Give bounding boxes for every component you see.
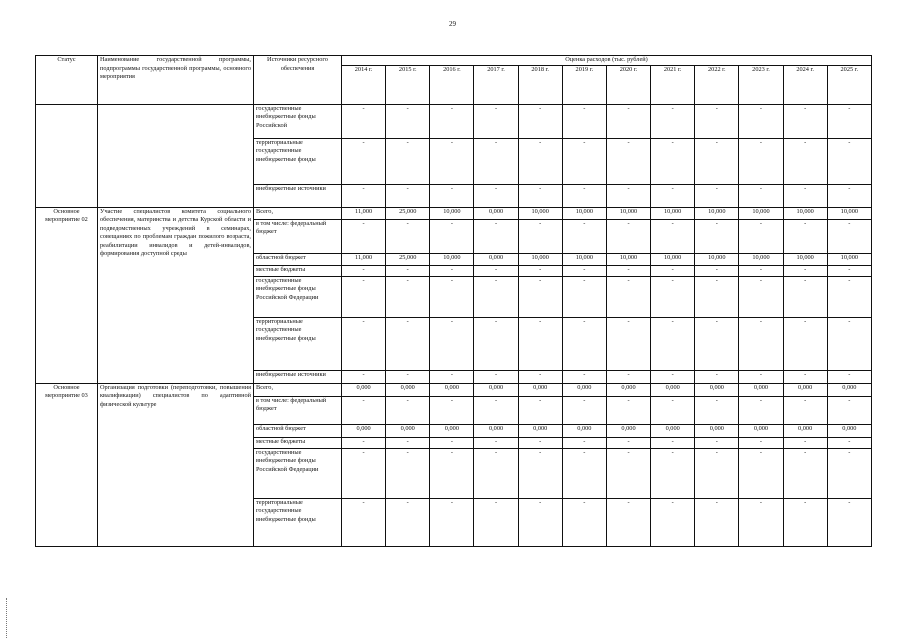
source-cell: территориальные государственные внебюджетные фонды xyxy=(254,138,342,184)
value-cell: - xyxy=(783,276,827,317)
value-cell: - xyxy=(430,219,474,253)
value-cell: - xyxy=(739,498,783,546)
value-cell: 10,000 xyxy=(695,207,739,219)
value-cell: - xyxy=(783,317,827,370)
value-cell: - xyxy=(562,437,606,448)
value-cell: 0,000 xyxy=(342,383,386,396)
value-cell: - xyxy=(827,448,871,498)
value-cell: - xyxy=(562,396,606,424)
value-cell: - xyxy=(651,104,695,138)
value-cell: - xyxy=(342,370,386,383)
value-cell: 11,000 xyxy=(342,253,386,265)
value-cell: - xyxy=(739,138,783,184)
value-cell: - xyxy=(474,448,518,498)
value-cell: - xyxy=(430,104,474,138)
value-cell: 25,000 xyxy=(386,253,430,265)
value-cell: - xyxy=(342,437,386,448)
program-name-cell: Организация подготовки (переподготовки, повышения квалификации) специалистов по адаптивной физической культуре xyxy=(98,383,254,546)
year-header: 2025 г. xyxy=(827,65,871,104)
value-cell: 0,000 xyxy=(474,424,518,437)
value-cell: - xyxy=(430,276,474,317)
value-cell: - xyxy=(342,219,386,253)
value-cell: - xyxy=(518,448,562,498)
value-cell: - xyxy=(783,437,827,448)
value-cell: - xyxy=(430,138,474,184)
source-cell: Всего, xyxy=(254,207,342,219)
value-cell: 0,000 xyxy=(518,383,562,396)
value-cell: 10,000 xyxy=(562,253,606,265)
value-cell: - xyxy=(739,184,783,207)
value-cell: - xyxy=(739,370,783,383)
value-cell: 0,000 xyxy=(651,424,695,437)
value-cell: 0,000 xyxy=(474,207,518,219)
value-cell: - xyxy=(606,276,650,317)
value-cell: - xyxy=(606,370,650,383)
value-cell: 10,000 xyxy=(430,207,474,219)
source-cell: местные бюджеты xyxy=(254,265,342,276)
value-cell: 0,000 xyxy=(474,253,518,265)
value-cell: - xyxy=(695,370,739,383)
value-cell: - xyxy=(518,498,562,546)
value-cell: 0,000 xyxy=(695,383,739,396)
value-cell: - xyxy=(606,265,650,276)
value-cell: - xyxy=(386,184,430,207)
value-cell: - xyxy=(342,448,386,498)
value-cell: - xyxy=(474,276,518,317)
value-cell: - xyxy=(606,437,650,448)
table-row xyxy=(36,104,872,138)
value-cell: 10,000 xyxy=(518,253,562,265)
source-cell: Всего, xyxy=(254,383,342,396)
value-cell: - xyxy=(518,138,562,184)
value-cell: 0,000 xyxy=(783,424,827,437)
header-estimate: Оценка расходов (тыс. рублей) xyxy=(342,56,872,66)
value-cell: - xyxy=(386,437,430,448)
value-cell: - xyxy=(386,396,430,424)
value-cell: - xyxy=(651,498,695,546)
expenditure-table xyxy=(35,55,872,547)
value-cell: - xyxy=(651,138,695,184)
year-header: 2014 г. xyxy=(342,65,386,104)
value-cell: - xyxy=(827,396,871,424)
value-cell: 0,000 xyxy=(783,383,827,396)
source-cell: территориальные государственные внебюджетные фонды xyxy=(254,317,342,370)
value-cell: - xyxy=(518,370,562,383)
value-cell: 10,000 xyxy=(739,253,783,265)
value-cell: 0,000 xyxy=(430,424,474,437)
value-cell: - xyxy=(739,396,783,424)
value-cell: 0,000 xyxy=(386,424,430,437)
year-header: 2024 г. xyxy=(783,65,827,104)
value-cell: - xyxy=(342,184,386,207)
value-cell: - xyxy=(606,184,650,207)
value-cell: - xyxy=(562,448,606,498)
value-cell: - xyxy=(783,448,827,498)
value-cell: - xyxy=(739,317,783,370)
value-cell: - xyxy=(430,317,474,370)
value-cell: - xyxy=(474,219,518,253)
value-cell: - xyxy=(562,265,606,276)
source-cell: в том числе: федеральный бюджет xyxy=(254,219,342,253)
value-cell: - xyxy=(827,219,871,253)
value-cell: 0,000 xyxy=(518,424,562,437)
value-cell: - xyxy=(695,396,739,424)
value-cell: 0,000 xyxy=(739,424,783,437)
value-cell: - xyxy=(827,138,871,184)
value-cell: 10,000 xyxy=(518,207,562,219)
value-cell: - xyxy=(739,219,783,253)
value-cell: - xyxy=(695,448,739,498)
value-cell: - xyxy=(474,104,518,138)
status-cell: Основное мероприятие 03 xyxy=(36,383,98,546)
value-cell: - xyxy=(695,498,739,546)
value-cell: - xyxy=(386,276,430,317)
year-header: 2021 г. xyxy=(651,65,695,104)
value-cell: 10,000 xyxy=(827,253,871,265)
value-cell: - xyxy=(342,317,386,370)
value-cell: 10,000 xyxy=(651,207,695,219)
table-row xyxy=(36,207,872,219)
value-cell: - xyxy=(783,138,827,184)
value-cell: - xyxy=(739,265,783,276)
source-cell: областной бюджет xyxy=(254,253,342,265)
value-cell: - xyxy=(562,138,606,184)
value-cell: 0,000 xyxy=(474,383,518,396)
source-cell: в том числе: федеральный бюджет xyxy=(254,396,342,424)
value-cell: - xyxy=(606,396,650,424)
value-cell: - xyxy=(386,317,430,370)
value-cell: - xyxy=(606,219,650,253)
program-name-cell xyxy=(98,104,254,207)
value-cell: - xyxy=(430,370,474,383)
value-cell: - xyxy=(783,104,827,138)
value-cell: - xyxy=(518,104,562,138)
table-row xyxy=(36,383,872,396)
value-cell: 10,000 xyxy=(651,253,695,265)
value-cell: - xyxy=(386,138,430,184)
value-cell: - xyxy=(562,219,606,253)
value-cell: - xyxy=(342,396,386,424)
value-cell: - xyxy=(386,219,430,253)
value-cell: - xyxy=(518,437,562,448)
value-cell: - xyxy=(739,276,783,317)
value-cell: - xyxy=(342,498,386,546)
value-cell: 10,000 xyxy=(783,253,827,265)
year-header: 2022 г. xyxy=(695,65,739,104)
value-cell: - xyxy=(651,370,695,383)
value-cell: 0,000 xyxy=(606,383,650,396)
value-cell: 10,000 xyxy=(783,207,827,219)
value-cell: - xyxy=(562,184,606,207)
value-cell: 0,000 xyxy=(562,383,606,396)
value-cell: - xyxy=(562,276,606,317)
value-cell: - xyxy=(783,265,827,276)
value-cell: 10,000 xyxy=(739,207,783,219)
value-cell: - xyxy=(651,437,695,448)
value-cell: - xyxy=(651,219,695,253)
status-cell: Основное мероприятие 02 xyxy=(36,207,98,383)
source-cell: областной бюджет xyxy=(254,424,342,437)
source-cell: внебюджетные источники xyxy=(254,184,342,207)
value-cell: 25,000 xyxy=(386,207,430,219)
value-cell: - xyxy=(474,184,518,207)
value-cell: - xyxy=(342,265,386,276)
value-cell: 0,000 xyxy=(827,424,871,437)
value-cell: - xyxy=(695,104,739,138)
value-cell: - xyxy=(739,104,783,138)
value-cell: - xyxy=(783,184,827,207)
value-cell: - xyxy=(430,396,474,424)
value-cell: - xyxy=(695,184,739,207)
value-cell: 10,000 xyxy=(606,253,650,265)
value-cell: 0,000 xyxy=(562,424,606,437)
value-cell: - xyxy=(827,317,871,370)
value-cell: - xyxy=(606,104,650,138)
year-header: 2018 г. xyxy=(518,65,562,104)
header-sources: Источники ресурсного обеспечения xyxy=(254,56,342,105)
value-cell: - xyxy=(606,317,650,370)
value-cell: - xyxy=(386,265,430,276)
value-cell: - xyxy=(386,370,430,383)
value-cell: - xyxy=(695,219,739,253)
value-cell: - xyxy=(651,265,695,276)
value-cell: - xyxy=(518,184,562,207)
value-cell: - xyxy=(518,265,562,276)
value-cell: - xyxy=(430,437,474,448)
page-number: 29 xyxy=(449,20,456,28)
value-cell: - xyxy=(739,437,783,448)
value-cell: 0,000 xyxy=(342,424,386,437)
value-cell: 10,000 xyxy=(827,207,871,219)
header-status: Статус xyxy=(36,56,98,105)
value-cell: - xyxy=(342,138,386,184)
value-cell: 0,000 xyxy=(386,383,430,396)
year-header: 2020 г. xyxy=(606,65,650,104)
year-header: 2016 г. xyxy=(430,65,474,104)
value-cell: - xyxy=(651,396,695,424)
value-cell: - xyxy=(562,498,606,546)
value-cell: - xyxy=(430,184,474,207)
value-cell: - xyxy=(474,370,518,383)
value-cell: - xyxy=(562,317,606,370)
source-cell: государственные внебюджетные фонды Российской xyxy=(254,104,342,138)
value-cell: - xyxy=(430,265,474,276)
value-cell: 10,000 xyxy=(562,207,606,219)
value-cell: - xyxy=(827,276,871,317)
program-name-cell: Участие специалистов комитета социального обеспечения, материнства и детства Курской области и подведомственных учреждений в семинарах, совещаниях по проблемам граждан пожилого возраста, реабилитации инвалидов и детей-инвалидов, формирования доступной среды xyxy=(98,207,254,383)
value-cell: - xyxy=(474,138,518,184)
value-cell: 10,000 xyxy=(695,253,739,265)
value-cell: - xyxy=(739,448,783,498)
value-cell: - xyxy=(827,437,871,448)
value-cell: - xyxy=(518,276,562,317)
source-cell: государственные внебюджетные фонды Российской Федерации xyxy=(254,448,342,498)
year-header: 2015 г. xyxy=(386,65,430,104)
value-cell: - xyxy=(430,448,474,498)
year-header: 2023 г. xyxy=(739,65,783,104)
value-cell: - xyxy=(606,138,650,184)
value-cell: - xyxy=(695,317,739,370)
value-cell: - xyxy=(827,370,871,383)
value-cell: - xyxy=(827,265,871,276)
source-cell: территориальные государственные внебюджетные фонды xyxy=(254,498,342,546)
value-cell: 0,000 xyxy=(651,383,695,396)
value-cell: - xyxy=(783,498,827,546)
value-cell: 10,000 xyxy=(430,253,474,265)
value-cell: - xyxy=(474,498,518,546)
source-cell: местные бюджеты xyxy=(254,437,342,448)
scan-margin-mark xyxy=(6,598,8,638)
value-cell: - xyxy=(518,317,562,370)
value-cell: - xyxy=(606,448,650,498)
value-cell: 0,000 xyxy=(739,383,783,396)
value-cell: - xyxy=(783,219,827,253)
value-cell: - xyxy=(651,317,695,370)
value-cell: - xyxy=(474,396,518,424)
value-cell: - xyxy=(386,498,430,546)
value-cell: - xyxy=(695,276,739,317)
value-cell: - xyxy=(342,276,386,317)
value-cell: - xyxy=(695,437,739,448)
value-cell: - xyxy=(518,396,562,424)
value-cell: - xyxy=(651,184,695,207)
value-cell: - xyxy=(651,276,695,317)
value-cell: - xyxy=(695,138,739,184)
year-header: 2017 г. xyxy=(474,65,518,104)
value-cell: - xyxy=(562,104,606,138)
value-cell: - xyxy=(562,370,606,383)
value-cell: - xyxy=(474,265,518,276)
value-cell: - xyxy=(474,437,518,448)
value-cell: - xyxy=(827,184,871,207)
header-program-name: Наименование государственной программы, подпрограммы государственной программы, основного мероприятия xyxy=(98,56,254,105)
value-cell: 10,000 xyxy=(606,207,650,219)
value-cell: - xyxy=(606,498,650,546)
value-cell: - xyxy=(518,219,562,253)
value-cell: 0,000 xyxy=(695,424,739,437)
year-header: 2019 г. xyxy=(562,65,606,104)
value-cell: - xyxy=(430,498,474,546)
value-cell: - xyxy=(651,448,695,498)
status-cell xyxy=(36,104,98,207)
source-cell: внебюджетные источники xyxy=(254,370,342,383)
value-cell: - xyxy=(386,104,430,138)
value-cell: - xyxy=(827,104,871,138)
value-cell: - xyxy=(342,104,386,138)
value-cell: - xyxy=(783,396,827,424)
value-cell: 0,000 xyxy=(827,383,871,396)
value-cell: - xyxy=(474,317,518,370)
value-cell: - xyxy=(783,370,827,383)
value-cell: 0,000 xyxy=(430,383,474,396)
value-cell: 11,000 xyxy=(342,207,386,219)
source-cell: государственные внебюджетные фонды Российской Федерации xyxy=(254,276,342,317)
value-cell: - xyxy=(695,265,739,276)
value-cell: - xyxy=(386,448,430,498)
value-cell: 0,000 xyxy=(606,424,650,437)
value-cell: - xyxy=(827,498,871,546)
